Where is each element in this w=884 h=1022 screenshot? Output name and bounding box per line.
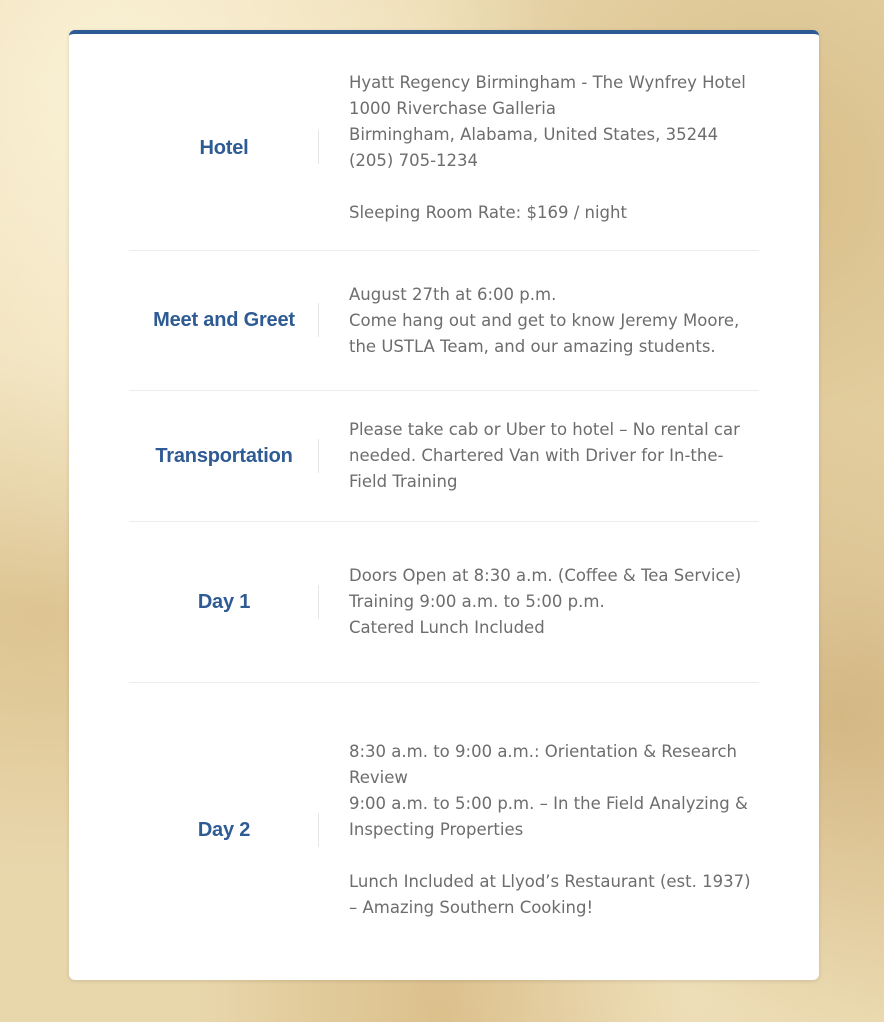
hotel-phone: (205) 705-1234 bbox=[349, 151, 479, 170]
hotel-street: 1000 Riverchase Galleria bbox=[349, 99, 556, 118]
row-label-meet-and-greet: Meet and Greet bbox=[153, 309, 295, 331]
event-details-card bbox=[69, 30, 819, 980]
day2-orientation: 8:30 a.m. to 9:00 a.m.: Orientation & Research Review bbox=[349, 742, 737, 787]
meet-description: Come hang out and get to know Jeremy Moore, the USTLA Team, and our amazing students. bbox=[349, 310, 740, 356]
row-day-1 bbox=[129, 522, 759, 683]
row-divider bbox=[318, 813, 319, 847]
row-label-day-2: Day 2 bbox=[197, 818, 251, 841]
day2-lunch: Lunch Included at Llyod’s Restaurant (est. 1937) – Amazing Southern Cooking! bbox=[349, 872, 751, 917]
row-divider bbox=[318, 439, 319, 473]
row-content-day-1 bbox=[349, 522, 759, 682]
day1-lunch: Catered Lunch Included bbox=[349, 618, 545, 637]
row-label-transportation: Transportation bbox=[155, 444, 293, 467]
row-meet-and-greet bbox=[129, 251, 759, 391]
row-content-day-2 bbox=[349, 683, 759, 977]
meet-date: August 27th at 6:00 p.m. bbox=[349, 284, 557, 304]
day1-training: Training 9:00 a.m. to 5:00 p.m. bbox=[349, 592, 605, 611]
hotel-name: Hyatt Regency Birmingham - The Wynfrey Hotel bbox=[349, 73, 746, 92]
row-label-day-1: Day 1 bbox=[197, 590, 251, 613]
row-divider bbox=[318, 303, 319, 337]
row-hotel bbox=[129, 46, 759, 251]
hotel-city: Birmingham, Alabama, United States, 35244 bbox=[349, 125, 719, 144]
row-label-hotel: Hotel bbox=[199, 136, 249, 159]
row-divider bbox=[318, 130, 319, 164]
row-day-2 bbox=[129, 683, 759, 977]
hotel-room-rate: Sleeping Room Rate: $169 / night bbox=[349, 203, 627, 222]
row-content-meet-and-greet bbox=[349, 251, 759, 390]
row-content-hotel bbox=[349, 46, 759, 250]
row-transportation bbox=[129, 391, 759, 522]
day2-field-work: 9:00 a.m. to 5:00 p.m. – In the Field Analyzing & Inspecting Properties bbox=[349, 794, 748, 839]
transport-description: Please take cab or Uber to hotel – No rental car needed. Chartered Van with Driver for In-the-Field Training bbox=[349, 420, 740, 491]
day1-doors-open: Doors Open at 8:30 a.m. (Coffee & Tea Service) bbox=[349, 566, 742, 585]
spacer bbox=[349, 174, 759, 200]
spacer bbox=[349, 843, 759, 869]
row-content-transportation bbox=[349, 391, 759, 521]
row-divider bbox=[318, 585, 319, 619]
